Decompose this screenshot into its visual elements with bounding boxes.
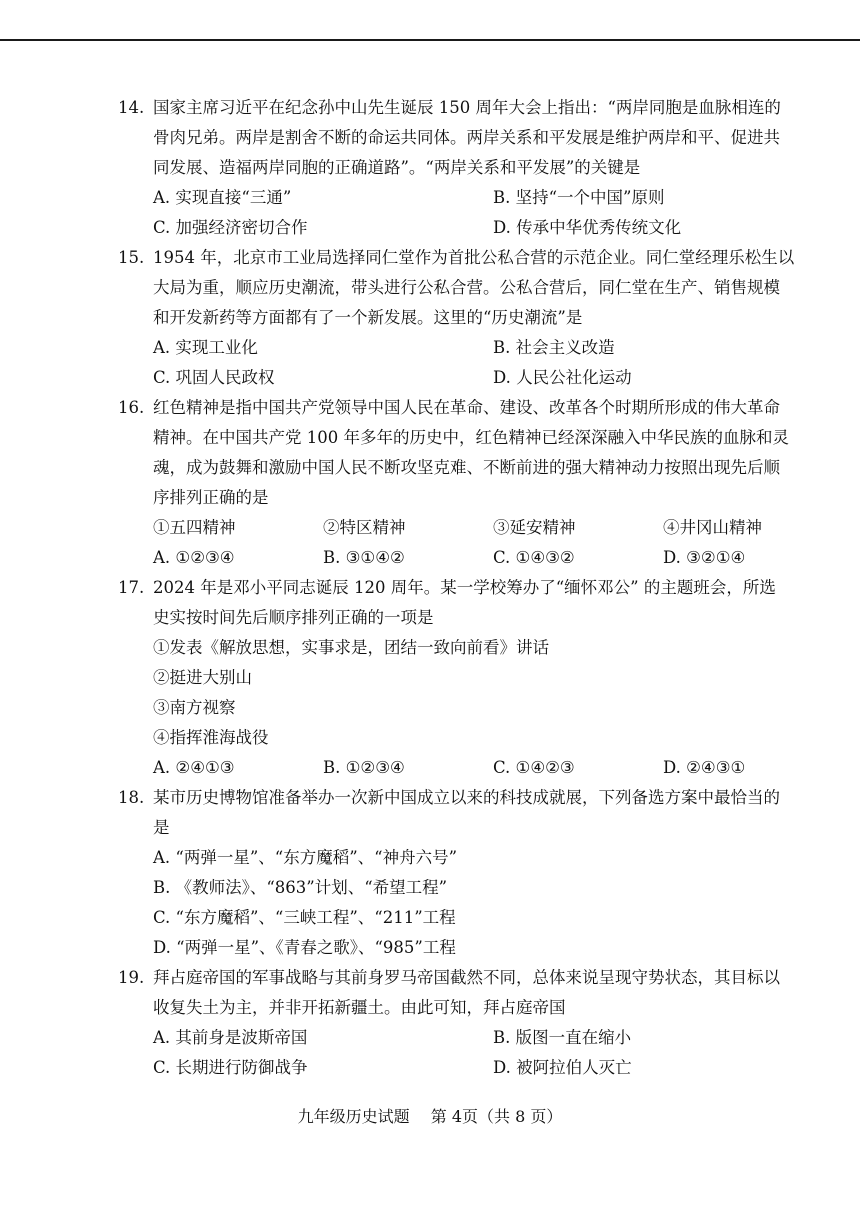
header-rule	[0, 39, 860, 41]
option-c[interactable]: C. 巩固人民政权	[153, 368, 275, 387]
option-b[interactable]: B. ③①④②	[323, 548, 405, 567]
question-stem-line: 史实按时间先后顺序排列正确的一项是	[153, 608, 434, 627]
question-stem-line: 和开发新药等方面都有了一个新发展。这里的“历史潮流”是	[153, 308, 583, 327]
option-c[interactable]: C. ①④②③	[493, 758, 575, 777]
option-b[interactable]: B. 坚持“一个中国”原则	[493, 188, 665, 207]
question-number: 17.	[118, 578, 145, 597]
option-c[interactable]: C. 加强经济密切合作	[153, 218, 308, 237]
page-number: 第 4页（共 8 页）	[430, 1107, 563, 1126]
question-19	[118, 963, 818, 1083]
question-stem-line: 同发展、造福两岸同胞的正确道路”。“两岸关系和平发展”的关键是	[153, 158, 641, 177]
numbered-item: ②挺进大别山	[153, 668, 252, 687]
question-number: 19.	[118, 968, 145, 987]
option-b[interactable]: B. 社会主义改造	[493, 338, 615, 357]
numbered-item: ①发表《解放思想，实事求是，团结一致向前看》讲话	[153, 638, 549, 657]
question-number: 16.	[118, 398, 145, 417]
question-stem-line: 骨肉兄弟。两岸是割舍不断的命运共同体。两岸关系和平发展是维护两岸和平、促进共	[153, 128, 780, 147]
option-a[interactable]: A. 其前身是波斯帝国	[153, 1028, 308, 1047]
numbered-item: ②特区精神	[323, 518, 406, 537]
question-stem-line: 某市历史博物馆准备举办一次新中国成立以来的科技成就展，下列备选方案中最恰当的	[153, 788, 780, 807]
option-d[interactable]: D. 人民公社化运动	[493, 368, 632, 387]
question-18	[118, 783, 818, 963]
option-a[interactable]: A. 实现直接“三通”	[153, 188, 292, 207]
numbered-item: ①五四精神	[153, 518, 236, 537]
option-b[interactable]: B. 《教师法》、“863”计划、“希望工程”	[153, 878, 448, 897]
option-a[interactable]: A. ①②③④	[153, 548, 235, 567]
option-d[interactable]: D. ②④③①	[663, 758, 746, 777]
question-stem-line: 大局为重，顺应历史潮流，带头进行公私合营。公私合营后，同仁堂在生产、销售规模	[153, 278, 780, 297]
option-c[interactable]: C. ①④③②	[493, 548, 575, 567]
question-number: 14.	[118, 98, 145, 117]
option-a[interactable]: A. ②④①③	[153, 758, 235, 777]
option-b[interactable]: B. 版图一直在缩小	[493, 1028, 632, 1047]
option-a[interactable]: A. 实现工业化	[153, 338, 258, 357]
page-footer	[0, 1104, 860, 1127]
question-15	[118, 243, 818, 393]
option-d[interactable]: D. “两弹一星”、《青春之歌》、“985”工程	[153, 938, 456, 957]
option-b[interactable]: B. ①②③④	[323, 758, 405, 777]
question-stem-line: 拜占庭帝国的军事战略与其前身罗马帝国截然不同，总体来说呈现守势状态，其目标以	[153, 968, 780, 987]
option-c[interactable]: C. “东方魔稻”、“三峡工程”、“211”工程	[153, 908, 456, 927]
option-d[interactable]: D. 被阿拉伯人灭亡	[493, 1058, 632, 1077]
question-number: 18.	[118, 788, 145, 807]
question-stem-line: 2024 年是邓小平同志诞辰 120 周年。某一学校筹办了“缅怀邓公” 的主题班会，所选	[153, 578, 776, 597]
exam-title: 九年级历史试题	[297, 1107, 410, 1126]
question-number: 15.	[118, 248, 145, 267]
question-16	[118, 393, 818, 573]
numbered-item: ④井冈山精神	[663, 518, 762, 537]
question-stem-line: 序排列正确的是	[153, 488, 269, 507]
question-stem-line: 是	[153, 818, 170, 837]
option-c[interactable]: C. 长期进行防御战争	[153, 1058, 308, 1077]
option-a[interactable]: A. “两弹一星”、“东方魔稻”、“神舟六号”	[153, 848, 458, 867]
option-d[interactable]: D. ③②①④	[663, 548, 746, 567]
option-d[interactable]: D. 传承中华优秀传统文化	[493, 218, 682, 237]
question-stem-line: 魂，成为鼓舞和激励中国人民不断攻坚克难、不断前进的强大精神动力按照出现先后顺	[153, 458, 780, 477]
question-17	[118, 573, 818, 783]
numbered-item: ③南方视察	[153, 698, 236, 717]
question-14	[118, 93, 818, 243]
exam-page-content	[118, 93, 818, 1083]
numbered-item: ④指挥淮海战役	[153, 728, 269, 747]
numbered-item: ③延安精神	[493, 518, 576, 537]
question-stem-line: 收复失土为主，并非开拓新疆土。由此可知，拜占庭帝国	[153, 998, 566, 1017]
question-stem-line: 1954 年，北京市工业局选择同仁堂作为首批公私合营的示范企业。同仁堂经理乐松生以	[153, 248, 795, 267]
question-stem-line: 精神。在中国共产党 100 年多年的历史中，红色精神已经深深融入中华民族的血脉和灵	[153, 428, 789, 447]
question-stem-line: 红色精神是指中国共产党领导中国人民在革命、建设、改革各个时期所形成的伟大革命	[153, 398, 780, 417]
question-stem-line: 国家主席习近平在纪念孙中山先生诞辰 150 周年大会上指出：“两岸同胞是血脉相连的	[153, 98, 781, 117]
